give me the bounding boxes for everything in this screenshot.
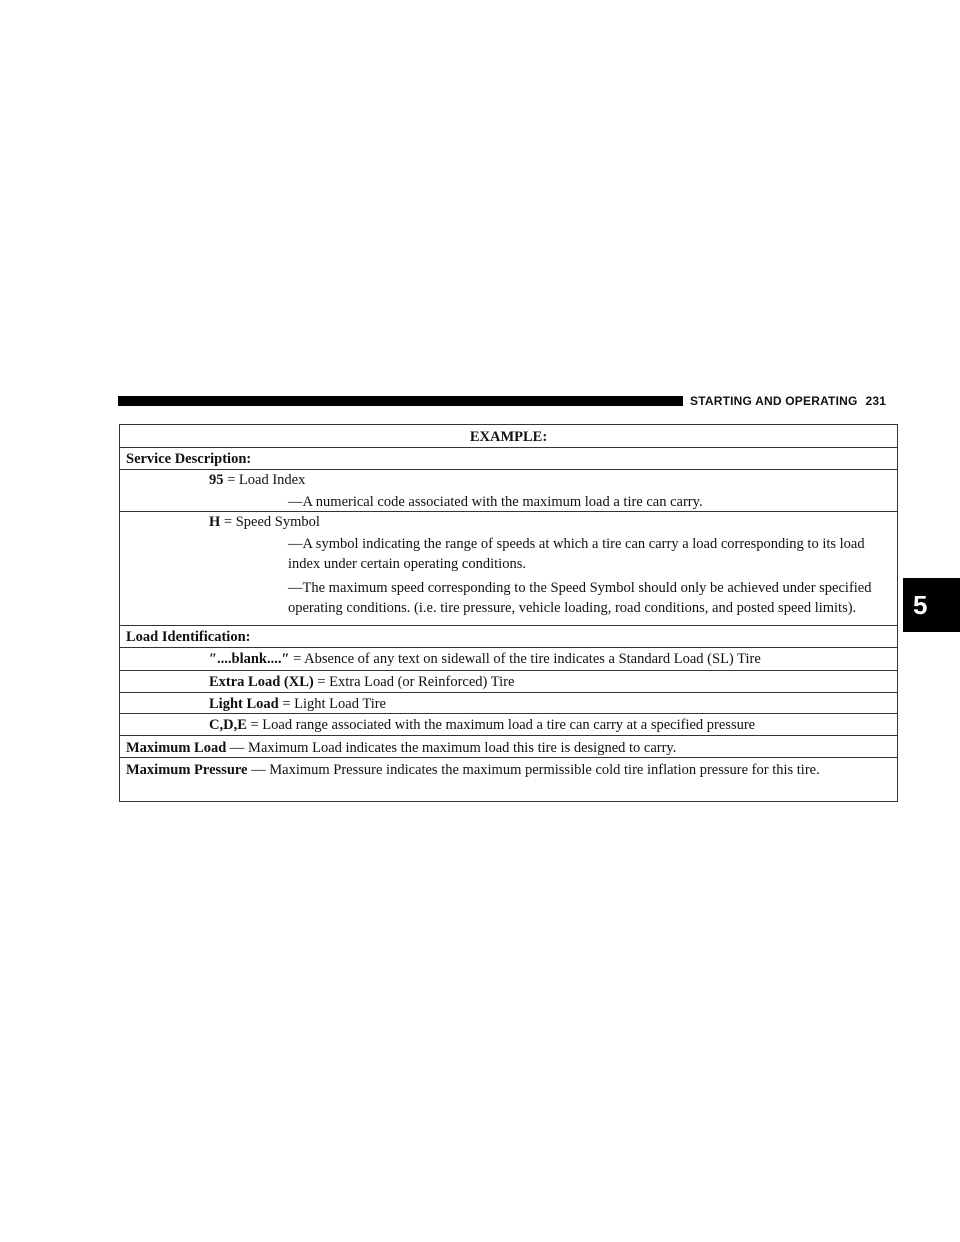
chapter-tab: 5 [903,578,960,632]
speed-symbol-line [120,512,897,532]
speed-symbol-definition-1: —A symbol indicating the range of speeds at which a tire can carry a load corresponding to its load index under certain operating conditions. [288,536,865,572]
maximum-load-term: Maximum Load [126,740,227,756]
speed-symbol-definition-2: —The maximum speed corresponding to the Speed Symbol should only be achieved under specified operating conditions. (i.e. tire pressure, vehicle loading, road conditions, and posted speed limits). [288,580,872,616]
light-load-value: = Light Load Tire [278,696,386,712]
service-description-heading: Service Description: [120,448,897,470]
maximum-load-value: — Maximum Load indicates the maximum load this tire is designed to carry. [226,740,677,756]
cde-term: C,D,E [209,717,247,733]
load-index-line [120,470,897,490]
light-load-term: Light Load [209,696,279,712]
cde-value: = Load range associated with the maximum load a tire can carry at a specified pressure [246,717,756,733]
speed-symbol-definition-wrap [120,534,897,618]
maximum-pressure-value: — Maximum Pressure indicates the maximum permissible cold tire inflation pressure for this tire. [247,762,820,778]
load-identification-heading: Load Identification: [120,626,897,648]
tire-example-table [119,424,898,802]
table-row-cde [120,714,897,736]
load-index-definition-wrap [120,492,897,512]
table-row-light-load [120,693,897,714]
blank-value: = Absence of any text on sidewall of the tire indicates a Standard Load (SL) Tire [289,651,761,667]
load-index-term: 95 [209,472,224,488]
section-title: STARTING AND OPERATING [690,394,858,408]
table-row-speed-symbol [120,512,897,626]
extra-load-term: Extra Load (XL) [209,674,314,690]
extra-load-value: = Extra Load (or Reinforced) Tire [313,674,515,690]
table-row-extra-load [120,671,897,693]
table-row-maximum-pressure [120,758,897,801]
table-row-load-index [120,470,897,512]
speed-symbol-term: H [209,514,221,530]
page-number: 231 [865,394,887,408]
load-index-value: = Load Index [223,472,306,488]
table-row-maximum-load [120,736,897,758]
table-title: EXAMPLE: [120,425,897,448]
table-row-blank [120,648,897,671]
speed-symbol-value: = Speed Symbol [220,514,320,530]
maximum-pressure-term: Maximum Pressure [126,762,248,778]
blank-term: ″....blank....″ [209,651,290,667]
load-index-definition: —A numerical code associated with the maximum load a tire can carry. [288,494,703,510]
header-rule [118,396,683,406]
running-header [690,392,900,410]
